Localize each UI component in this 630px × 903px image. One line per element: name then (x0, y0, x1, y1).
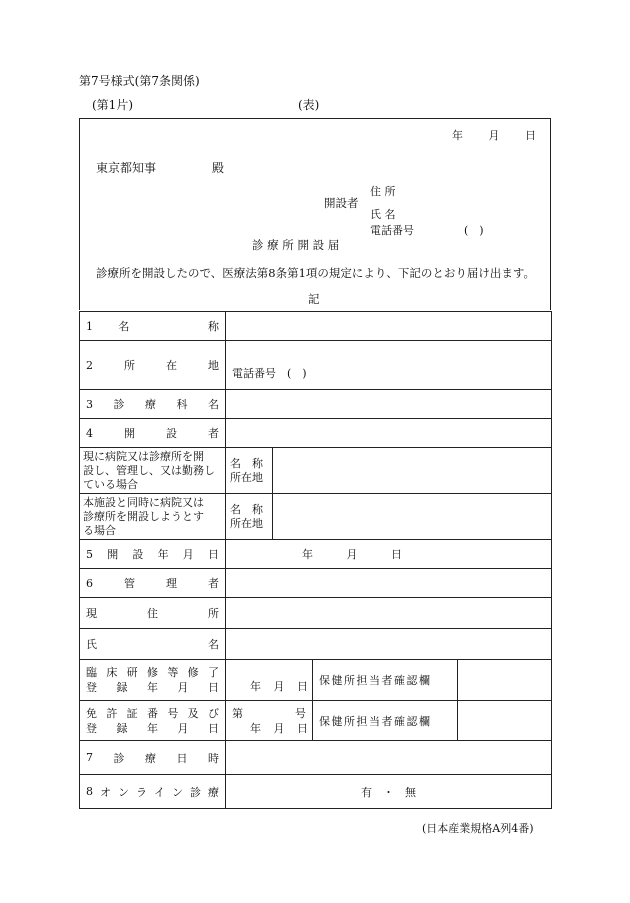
label-char: 者 (208, 577, 219, 590)
departments-input[interactable] (226, 390, 552, 419)
phone-label: 電話番号 (370, 224, 414, 237)
label-char: 診 (190, 785, 201, 799)
honorific: 殿 (212, 161, 225, 175)
address-input[interactable] (226, 598, 552, 629)
label-char: 設 (166, 427, 177, 440)
health-check-label: 保健所担当者確認欄 (313, 660, 458, 701)
day-label: 日 (391, 548, 402, 561)
row-number: 7 (86, 751, 93, 764)
sub-location-label: 所在地 (230, 470, 263, 484)
simultaneous-facility-input[interactable] (273, 494, 552, 540)
page-side: (表) (298, 98, 320, 112)
month-label: 月 (488, 129, 500, 142)
row-manager (80, 569, 552, 598)
row-person-name (80, 629, 552, 660)
label-char: 設 (132, 548, 144, 561)
row-number: 5 (86, 547, 93, 561)
row-number: 3 (86, 397, 93, 411)
row-clinical-training: 臨 床 研 修 等 修 了 登 録 年 月 日 年 月 日 保健所担当者確認欄 (80, 660, 552, 701)
label-char: 診 (113, 751, 125, 765)
existing-facility-input[interactable] (273, 448, 552, 494)
phone-parens: ( ) (464, 224, 484, 237)
label-char: 所 (208, 607, 219, 620)
ki-marker: 記 (308, 292, 320, 306)
label-char: 開 (107, 548, 119, 561)
license-number-input[interactable]: 第 号 年 月 日 (226, 701, 313, 741)
location-input[interactable] (226, 341, 552, 390)
label-char: 診 (113, 398, 125, 411)
simultaneous-facility-label: 本施設と同時に病院又は 診療所を開設しようとす る場合 (83, 495, 204, 537)
row-simultaneous-facility (80, 494, 552, 540)
location-phone-label: 電話番号 ( ) (232, 367, 307, 380)
person-name-input[interactable] (226, 629, 552, 660)
addressee: 東京都知事 (96, 161, 157, 175)
label-char: 月 (182, 548, 194, 561)
online-yes-no[interactable]: 有 ・ 無 (361, 785, 416, 799)
label-char: 療 (208, 785, 219, 799)
notification-header (79, 118, 551, 310)
row-number: 4 (86, 426, 93, 440)
row-departments (80, 390, 552, 419)
label-char: ン (172, 785, 183, 799)
registration-form-table (79, 311, 552, 809)
submission-date[interactable] (452, 127, 536, 143)
health-check-label: 保健所担当者確認欄 (313, 701, 458, 741)
label-char: 者 (208, 427, 219, 440)
label-char: 称 (207, 320, 219, 333)
form-number: 第7号様式(第7条関係) (79, 74, 200, 88)
label-char: 在 (166, 359, 177, 372)
row-name (80, 312, 552, 341)
row-address (80, 598, 552, 629)
name-input[interactable] (226, 312, 552, 341)
row-number: 2 (86, 358, 93, 372)
clinical-training-date-input[interactable]: 年 月 日 (226, 660, 313, 701)
row-location (80, 341, 552, 390)
health-check-input[interactable] (458, 660, 552, 701)
open-date-input[interactable] (226, 540, 552, 569)
label-char: 管 (124, 577, 135, 590)
label-char: 地 (208, 359, 219, 372)
year-label: 年 (452, 129, 463, 142)
label-char: 名 (118, 320, 130, 333)
label-char: 名 (208, 398, 219, 411)
label-char: 現 (86, 607, 97, 620)
body-text: 診療所を開設したので、医療法第8条第1項の規定により、下記のとおり届け出ます。 (96, 266, 535, 280)
sub-location-label: 所在地 (230, 516, 263, 530)
label-char: 年 (157, 548, 169, 561)
label-char: 所 (124, 359, 135, 372)
label-char: 日 (207, 548, 219, 561)
label-char: 時 (208, 751, 219, 765)
label-char: イ (154, 785, 165, 799)
label-char: 療 (145, 751, 156, 765)
row-hours (80, 741, 552, 775)
sub-name-label: 名 称 (230, 502, 263, 516)
label-char: ン (118, 785, 129, 799)
paper-size-note: (日本産業規格A列4番) (422, 822, 534, 835)
month-label: 月 (346, 548, 358, 561)
address-label: 住 所 (370, 185, 396, 198)
label-char: 科 (176, 398, 188, 411)
label-char: 日 (176, 751, 188, 765)
hours-input[interactable] (226, 741, 552, 775)
label-char: 名 (208, 638, 219, 651)
row-founder (80, 419, 552, 448)
row-license: 免 許 証 番 号 及 び 登 録 年 月 日 第 号 年 月 日 保健所担当者確認欄 (80, 701, 552, 741)
label-char: 住 (147, 607, 158, 620)
page-number: (第1片) (92, 98, 133, 112)
manager-input[interactable] (226, 569, 552, 598)
label-char: ラ (136, 785, 147, 799)
sub-name-label: 名 称 (230, 456, 263, 470)
online-option[interactable] (226, 775, 552, 809)
label-char: 開 (124, 427, 135, 440)
existing-facility-label: 現に病院又は診療所を開 設し、管理し、又は勤務し ている場合 (83, 449, 215, 491)
label-char: 理 (166, 577, 177, 590)
row-existing-facility (80, 448, 552, 494)
label-char: 氏 (86, 638, 97, 651)
health-check-input[interactable] (458, 701, 552, 741)
row-number: 1 (86, 319, 93, 333)
document-title: 診 療 所 開 設 届 (252, 238, 340, 252)
day-label: 日 (525, 129, 536, 142)
label-char: オ (100, 785, 111, 799)
row-open-date (80, 540, 552, 569)
year-label: 年 (302, 548, 313, 561)
row-online (80, 775, 552, 809)
founder-input[interactable] (226, 419, 552, 448)
row-number: 6 (86, 576, 93, 590)
founder-label: 開設者 (324, 196, 359, 210)
row-number: 8 (86, 785, 93, 798)
label-char: 療 (145, 398, 156, 411)
name-label: 氏 名 (370, 208, 396, 221)
